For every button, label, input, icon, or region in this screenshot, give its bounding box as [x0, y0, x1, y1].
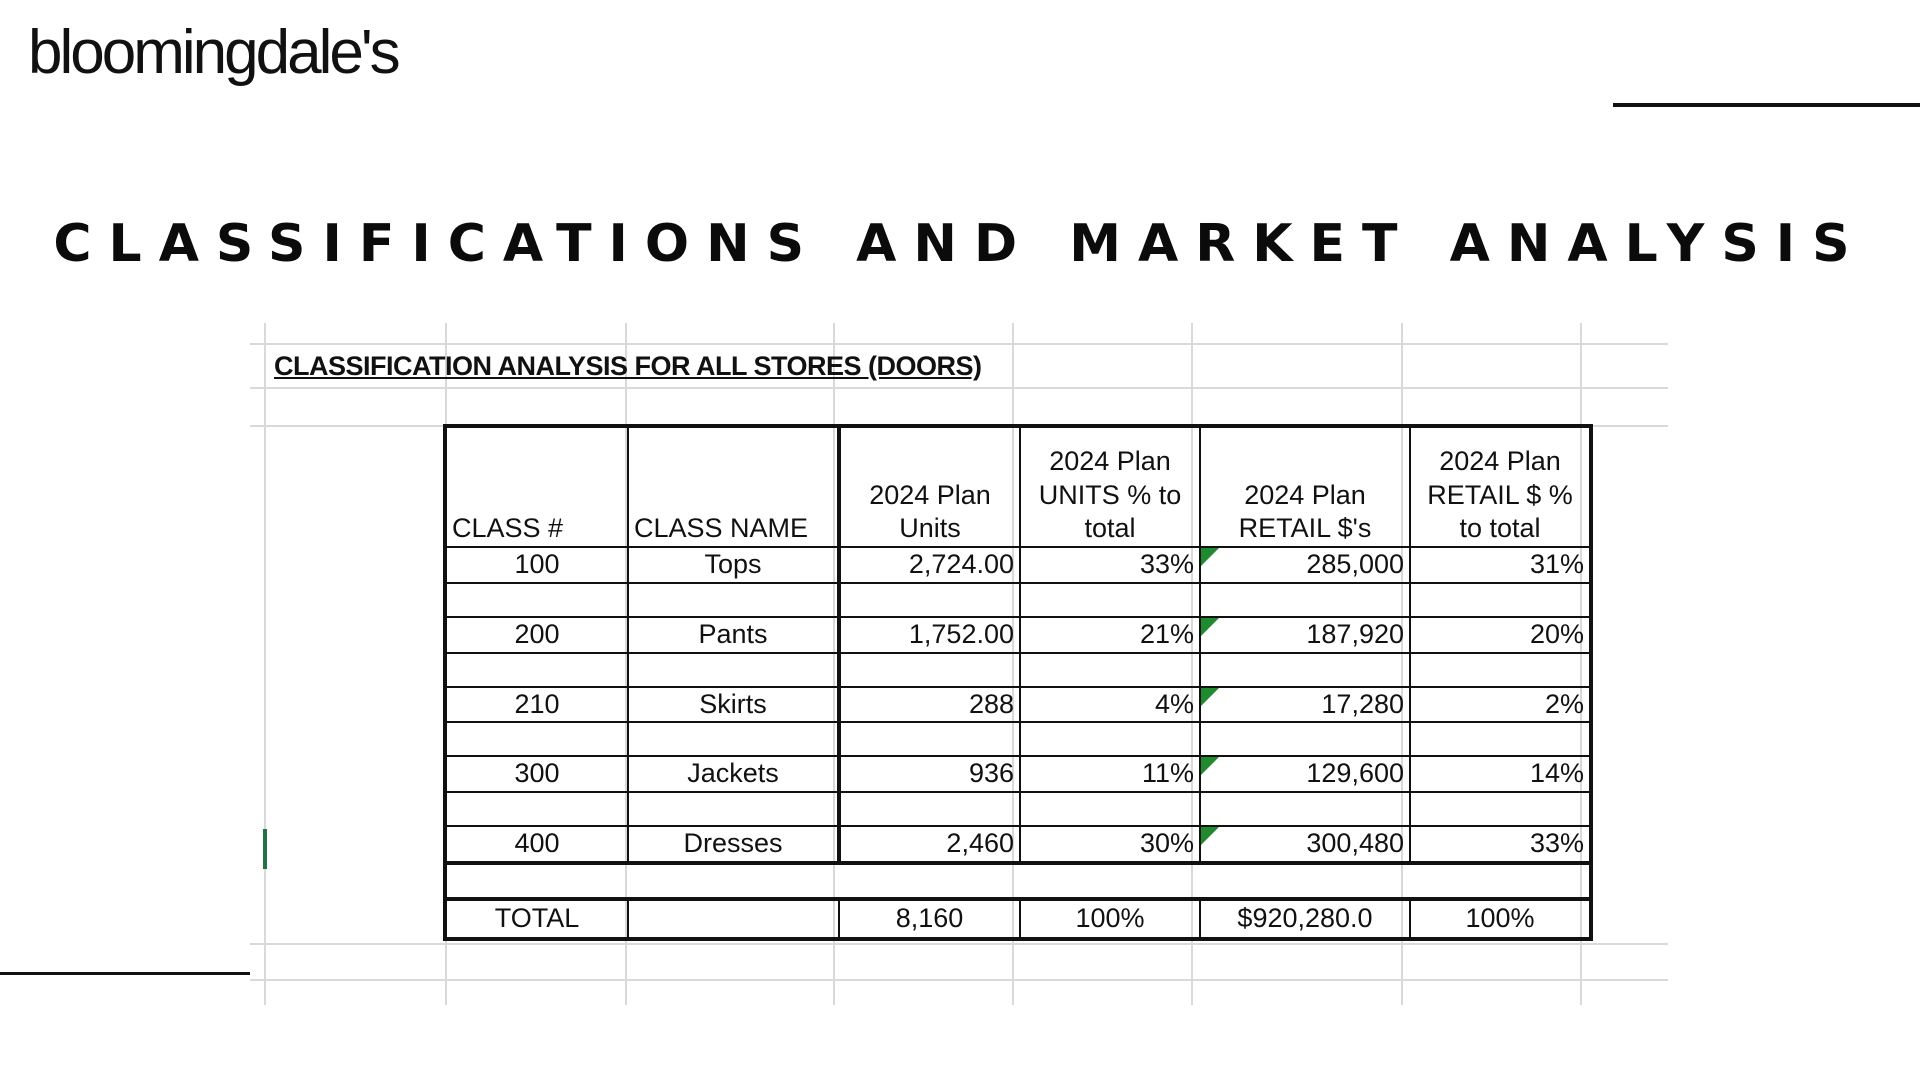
active-cell-indicator [263, 829, 267, 869]
cell-total-label: TOTAL [445, 899, 628, 939]
cell-plan-units: 936 [839, 756, 1020, 792]
cell-total-plan-units: 8,160 [839, 899, 1020, 939]
header-plan-units: 2024 Plan Units [839, 426, 1020, 547]
brand-logo: bloomingdale's [28, 18, 398, 87]
cell-retail: 187,920 [1200, 617, 1410, 653]
cell-class-num: 300 [445, 756, 628, 792]
sheet-heading: CLASSIFICATION ANALYSIS FOR ALL STORES (DOORS) [274, 351, 982, 381]
table-row [445, 687, 1591, 723]
header-retail: 2024 Plan RETAIL $'s [1200, 426, 1410, 547]
cell-class-num: 210 [445, 687, 628, 723]
header-row [445, 426, 1591, 547]
grid-line [250, 343, 1668, 345]
cell-retail: 285,000 [1200, 547, 1410, 583]
cell-class-name: Tops [628, 547, 839, 583]
cell-retail-pct: 20% [1410, 617, 1591, 653]
header-class-name: CLASS NAME [628, 426, 839, 547]
empty-row [445, 863, 1591, 899]
cell-units-pct: 30% [1020, 826, 1200, 863]
empty-row [445, 792, 1591, 826]
header-units-pct: 2024 Plan UNITS % to total [1020, 426, 1200, 547]
header-class-num: CLASS # [445, 426, 628, 547]
table-row [445, 756, 1591, 792]
total-row [445, 899, 1591, 939]
cell-retail: 129,600 [1200, 756, 1410, 792]
classification-table [443, 424, 1593, 941]
cell-plan-units: 1,752.00 [839, 617, 1020, 653]
grid-line [250, 979, 1668, 981]
cell-retail: 17,280 [1200, 687, 1410, 723]
cell-plan-units: 2,460 [839, 826, 1020, 863]
cell-class-name: Jackets [628, 756, 839, 792]
cell-plan-units: 2,724.00 [839, 547, 1020, 583]
cell-total-class-name [628, 899, 839, 939]
cell-class-num: 400 [445, 826, 628, 863]
table-row [445, 826, 1591, 863]
cell-retail: 300,480 [1200, 826, 1410, 863]
cell-plan-units: 288 [839, 687, 1020, 723]
cell-total-retail: $920,280.0 [1200, 899, 1410, 939]
cell-units-pct: 33% [1020, 547, 1200, 583]
cell-class-name: Skirts [628, 687, 839, 723]
cell-class-name: Dresses [628, 826, 839, 863]
cell-total-units-pct: 100% [1020, 899, 1200, 939]
spreadsheet-screenshot [250, 323, 1668, 1005]
header-retail-pct: 2024 Plan RETAIL $ % to total [1410, 426, 1591, 547]
empty-row [445, 653, 1591, 687]
empty-row [445, 722, 1591, 756]
cell-units-pct: 21% [1020, 617, 1200, 653]
empty-row [445, 583, 1591, 617]
cell-units-pct: 4% [1020, 687, 1200, 723]
bottom-divider [0, 972, 251, 975]
cell-retail-pct: 2% [1410, 687, 1591, 723]
cell-class-num: 100 [445, 547, 628, 583]
grid-line [250, 943, 1668, 945]
table-row [445, 617, 1591, 653]
cell-retail-pct: 31% [1410, 547, 1591, 583]
cell-total-retail-pct: 100% [1410, 899, 1591, 939]
cell-class-num: 200 [445, 617, 628, 653]
cell-units-pct: 11% [1020, 756, 1200, 792]
cell-retail-pct: 14% [1410, 756, 1591, 792]
cell-class-name: Pants [628, 617, 839, 653]
top-divider [1613, 103, 1920, 107]
table-row [445, 547, 1591, 583]
grid-line [250, 387, 1668, 389]
slide-title: CLASSIFICATIONS AND MARKET ANALYSIS [53, 214, 1867, 274]
cell-retail-pct: 33% [1410, 826, 1591, 863]
